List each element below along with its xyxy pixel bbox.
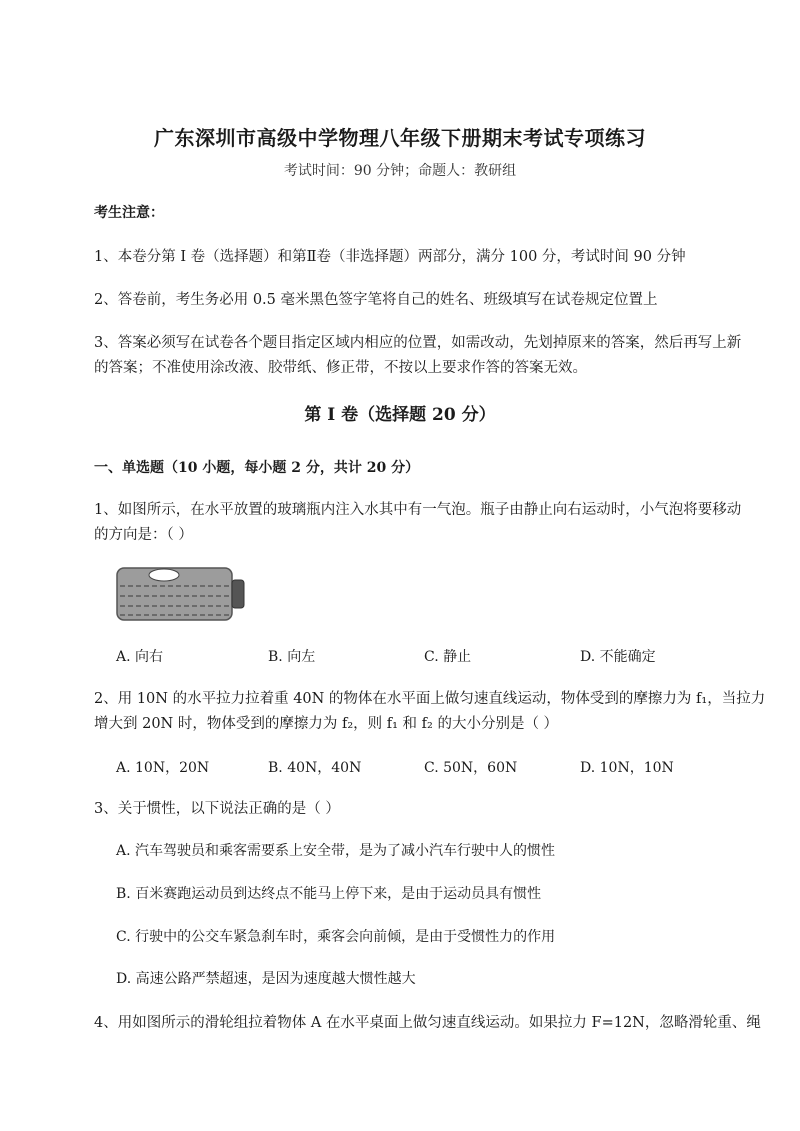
section-title: 第 I 卷（选择题 20 分）: [304, 405, 496, 425]
notes-heading: 考生注意：: [94, 205, 164, 221]
note-item-2: 2、答卷前，考生务必用 0.5 毫米黑色签字笔将自己的姓名、班级填写在试卷规定位置上: [94, 292, 658, 308]
page-title: 广东深圳市高级中学物理八年级下册期末考试专项练习: [154, 126, 646, 150]
question-2-option-a[interactable]: A. 10N，20N: [116, 760, 210, 776]
question-3-option-a[interactable]: A. 汽车驾驶员和乘客需要系上安全带，是为了减小汽车行驶中人的惯性: [116, 843, 556, 859]
question-3-option-b[interactable]: B. 百米赛跑运动员到达终点不能马上停下来，是由于运动员具有惯性: [116, 886, 542, 902]
question-3-option-d[interactable]: D. 高速公路严禁超速，是因为速度越大惯性越大: [116, 971, 416, 987]
question-2-line-2: 增大到 20N 时，物体受到的摩擦力为 f₂，则 f₁ 和 f₂ 的大小分别是（ ）: [94, 716, 559, 732]
note-item-3-cont: 的答案；不准使用涂改液、胶带纸、修正带，不按以上要求作答的答案无效。: [94, 360, 587, 376]
question-2-option-c[interactable]: C. 50N，60N: [424, 760, 518, 776]
note-item-3: 3、答案必须写在试卷各个题目指定区域内相应的位置，如需改动，先划掉原来的答案，然后再写上新: [94, 335, 742, 351]
question-1-option-d[interactable]: D. 不能确定: [580, 649, 656, 665]
exam-info: 考试时间：90 分钟；命题人：教研组: [283, 163, 517, 179]
question-2-line-1: 2、用 10N 的水平拉力拉着重 40N 的物体在水平面上做匀速直线运动，物体受到的摩擦力为 f₁，当拉力: [94, 691, 766, 707]
section-subheading: 一、单选题（10 小题，每小题 2 分，共计 20 分）: [94, 460, 420, 476]
question-1-line-1: 1、如图所示，在水平放置的玻璃瓶内注入水其中有一气泡。瓶子由静止向右运动时，小气泡将要移动: [94, 502, 742, 518]
note-item-1: 1、本卷分第 I 卷（选择题）和第Ⅱ卷（非选择题）两部分，满分 100 分，考试时间 90 分钟: [94, 249, 686, 265]
question-3-option-c[interactable]: C. 行驶中的公交车紧急刹车时，乘客会向前倾，是由于受惯性力的作用: [116, 929, 556, 945]
question-1-option-b[interactable]: B. 向左: [268, 649, 316, 665]
question-1-option-a[interactable]: A. 向右: [116, 649, 164, 665]
question-1-option-c[interactable]: C. 静止: [424, 649, 472, 665]
question-3-line-1: 3、关于惯性，以下说法正确的是（ ）: [94, 801, 340, 817]
question-2-option-d[interactable]: D. 10N，10N: [580, 760, 674, 776]
question-1-line-2: 的方向是：（ ）: [94, 527, 193, 543]
question-4-line-1: 4、用如图所示的滑轮组拉着物体 A 在水平桌面上做匀速直线运动。如果拉力 F=12N，忽略滑轮重、绳: [94, 1015, 761, 1031]
bottle-figure: [116, 566, 246, 622]
question-2-option-b[interactable]: B. 40N，40N: [268, 760, 362, 776]
